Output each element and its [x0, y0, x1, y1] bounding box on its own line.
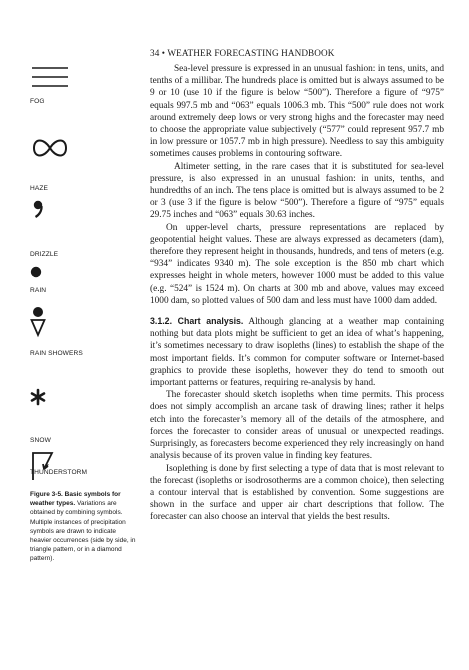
section-heading: 3.1.2. Chart analysis. [150, 316, 244, 327]
paragraph-sketch-isopleths: The forecaster should sketch isopleths when time permits. This process does not simply accomplish an arcane task of drawing lines; rather it helps etch into the forecaster’s memory all of the details of the atmosphere, and forces the forecaster to consider areas of unusual or unexpected readings. Surprisingly, as forecasters become experienced they rely increasingly on hand analysis because of its proven value in finding key features. [150, 390, 444, 462]
paragraph-chart-analysis [150, 315, 444, 389]
symbol-label-snow: SNOW [30, 437, 51, 444]
figure-caption-title: Figure 3-5. Basic symbols for weather types. [30, 491, 121, 508]
haze-icon [30, 136, 70, 160]
symbol-label-haze: HAZE [30, 185, 48, 192]
symbol-label-thunderstorm: THUNDERSTORM [30, 469, 88, 476]
symbol-label-rain: RAIN [30, 287, 47, 294]
symbol-figure [30, 0, 138, 670]
fog-icon [30, 63, 70, 93]
running-head: 34 • WEATHER FORECASTING HANDBOOK [150, 48, 335, 58]
snow-icon [30, 388, 50, 408]
paragraph-isoplething: Isoplething is done by first selecting a type of data that is most relevant to the forecast (isopleths or isodrosotherms are a common choice), then selecting a contour interval that is established by convention. Some suggestions are shown in the surface and upper air chart descriptions that follow. The forecaster can also choose an interval that yields the best results. [150, 463, 444, 523]
symbol-label-rain-showers: RAIN SHOWERS [30, 350, 83, 357]
paragraph-chart-analysis-text: Although glancing at a weather map containing nothing but data plots might be sufficient to get an idea of what’s happening, it’s sometimes necessary to draw isopleths (lines) to establish the shape of the most important fields. It’s common for computer software or Internet-based graphics to provide these isopleths, however they do tend to smooth out important patterns or features, requiring re-analysis by hand. [150, 317, 444, 389]
paragraph-upper-level-charts: On upper-level charts, pressure representations are replaced by geopotential height values. These are always expressed as decameters (dam), therefore they represent height in thousands, hundreds, and tens of meters (e.g. “934” indicates 9340 m). The sole exception is the 850 mb chart which expresses height in whole meters, however 1000 must be added to this value (e.g. “524” is 1524 m). On charts at 300 mb and above, values may exceed 1000 dam, so plotted values of 500 dam and less must have 1000 dam added. [150, 222, 444, 306]
drizzle-icon [30, 198, 50, 220]
paragraph-altimeter-setting: Altimeter setting, in the rare cases that it is substituted for sea-level pressure, is also expressed in an unusual fashion: in units, tenths, and hundredths of an inch. The tens place is omitted but is always assumed to be 2 or 3 (use 3 if the figure is below “500”). Therefore a figure of “975” equals 29.75 inches and “063” equals 30.63 inches. [150, 161, 444, 221]
figure-caption [30, 490, 138, 564]
symbol-label-fog: FOG [30, 98, 45, 105]
paragraph-sea-level-pressure: Sea-level pressure is expressed in an unusual fashion: in tens, units, and tenths of a millibar. The hundreds place is omitted but is always assumed to be 9 or 10 (use 10 if the figure is below “500”). Therefore a figure of “975” equals 997.5 mb and “063” equals 1006.3 mb. This “500” rule does not work around extremely deep lows or very strong highs and the forecaster may need to choose the appropriate value subjectively (“577” could represent 957.7 mb in low pressure or 1057.7 mb in high pressure). Needless to say this ambiguity sometimes causes problems in contouring software. [150, 64, 444, 160]
rain-icon [30, 264, 46, 280]
symbol-label-drizzle: DRIZZLE [30, 251, 59, 258]
rain-showers-icon [30, 306, 50, 346]
figure-caption-body: Variations are obtained by combining symbols. Multiple instances of precipitation symbols are drawn to indicate heavier occurrences (side by side, in triangle pattern, or in a diamond pattern). [30, 500, 136, 563]
main-text [150, 63, 444, 524]
thunderstorm-icon [30, 450, 56, 482]
